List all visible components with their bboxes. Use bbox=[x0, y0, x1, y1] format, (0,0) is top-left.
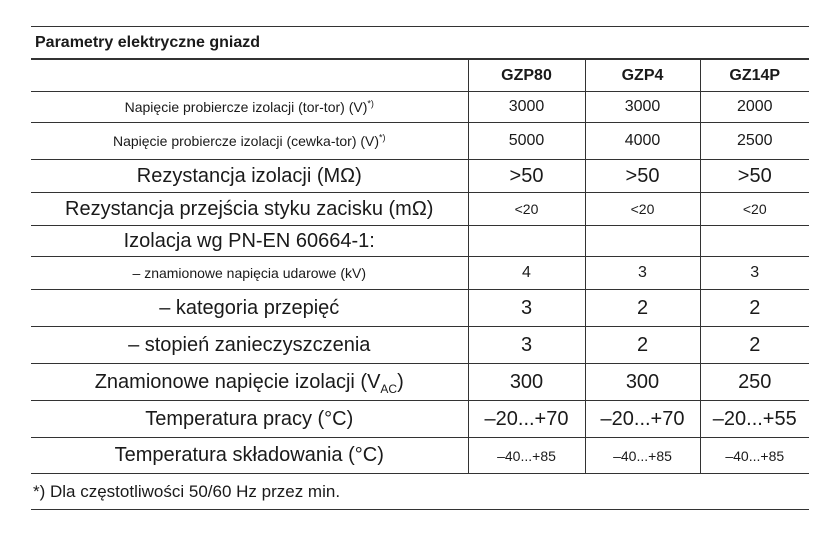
value-cell: 2500 bbox=[700, 123, 809, 160]
footnote-marker: *) bbox=[379, 132, 386, 143]
parameters-table-frame bbox=[31, 26, 809, 510]
column-header: GZP4 bbox=[585, 60, 700, 92]
row-label bbox=[31, 257, 468, 290]
table-row bbox=[31, 160, 809, 193]
value-cell bbox=[700, 226, 809, 257]
table-row bbox=[31, 401, 809, 438]
row-label bbox=[31, 438, 468, 474]
table-row bbox=[31, 364, 809, 401]
value-cell: 2 bbox=[585, 290, 700, 327]
row-label-text: Temperatura pracy (°C) bbox=[145, 407, 354, 430]
header-blank bbox=[31, 60, 468, 92]
value-cell: 3 bbox=[468, 327, 585, 364]
value-cell: >50 bbox=[700, 160, 809, 193]
value-cell: –20...+70 bbox=[468, 401, 585, 438]
value-cell: 5000 bbox=[468, 123, 585, 160]
value-cell: 3 bbox=[700, 257, 809, 290]
value-cell: >50 bbox=[468, 160, 585, 193]
table-title: Parametry elektryczne gniazd bbox=[31, 26, 809, 59]
row-label-text: Izolacja wg PN-EN 60664-1: bbox=[123, 229, 375, 252]
value-cell: <20 bbox=[585, 193, 700, 226]
value-cell bbox=[468, 226, 585, 257]
column-header: GZP80 bbox=[468, 60, 585, 92]
table-row bbox=[31, 257, 809, 290]
row-label bbox=[31, 401, 468, 438]
row-label bbox=[31, 193, 468, 226]
row-label-text: Znamionowe napięcie izolacji (V bbox=[94, 370, 381, 393]
value-cell: 250 bbox=[700, 364, 809, 401]
row-label bbox=[31, 327, 468, 364]
row-label-text: – znamionowe napięcia udarowe (kV) bbox=[132, 265, 366, 281]
value-cell: –40...+85 bbox=[700, 438, 809, 474]
row-label bbox=[31, 123, 468, 160]
table-row bbox=[31, 193, 809, 226]
value-cell: 3 bbox=[585, 257, 700, 290]
value-cell: 4000 bbox=[585, 123, 700, 160]
value-cell: 3000 bbox=[468, 92, 585, 123]
value-cell: –20...+70 bbox=[585, 401, 700, 438]
table-row bbox=[31, 290, 809, 327]
value-cell: 2000 bbox=[700, 92, 809, 123]
footnote-marker: *) bbox=[367, 98, 374, 109]
value-cell: 2 bbox=[700, 327, 809, 364]
table-row bbox=[31, 123, 809, 160]
header-row bbox=[31, 60, 809, 92]
value-cell: 2 bbox=[585, 327, 700, 364]
value-cell: <20 bbox=[700, 193, 809, 226]
value-cell: 300 bbox=[468, 364, 585, 401]
value-cell bbox=[585, 226, 700, 257]
row-label-text: Rezystancja przejścia styku zacisku (mΩ) bbox=[65, 197, 434, 220]
column-header: GZ14P bbox=[700, 60, 809, 92]
row-label-text: Temperatura składowania (°C) bbox=[114, 444, 384, 466]
value-cell: <20 bbox=[468, 193, 585, 226]
table-row bbox=[31, 327, 809, 364]
value-cell: 4 bbox=[468, 257, 585, 290]
value-cell: 3 bbox=[468, 290, 585, 327]
footnote: *) Dla częstotliwości 50/60 Hz przez min. bbox=[31, 474, 809, 510]
row-label-text: – kategoria przepięć bbox=[159, 296, 340, 319]
row-label-suffix: ) bbox=[397, 370, 404, 393]
value-cell: 3000 bbox=[585, 92, 700, 123]
table-row bbox=[31, 92, 809, 123]
value-cell: –40...+85 bbox=[585, 438, 700, 474]
value-cell: –40...+85 bbox=[468, 438, 585, 474]
row-label-text: Napięcie probiercze izolacji (cewka-tor) (V) bbox=[112, 133, 380, 149]
value-cell: >50 bbox=[585, 160, 700, 193]
row-label bbox=[31, 160, 468, 193]
row-label bbox=[31, 226, 468, 257]
row-label bbox=[31, 92, 468, 123]
row-label-text: – stopień zanieczyszczenia bbox=[128, 333, 371, 356]
row-label bbox=[31, 290, 468, 327]
value-cell: 2 bbox=[700, 290, 809, 327]
table-row bbox=[31, 226, 809, 257]
value-cell: 300 bbox=[585, 364, 700, 401]
table-row bbox=[31, 438, 809, 474]
row-label bbox=[31, 364, 468, 401]
value-cell: –20...+55 bbox=[700, 401, 809, 438]
parameters-table bbox=[31, 59, 809, 474]
row-label-subscript: AC bbox=[380, 381, 398, 396]
row-label-text: Napięcie probiercze izolacji (tor-tor) (V) bbox=[124, 99, 368, 115]
row-label-text: Rezystancja izolacji (MΩ) bbox=[136, 164, 362, 187]
